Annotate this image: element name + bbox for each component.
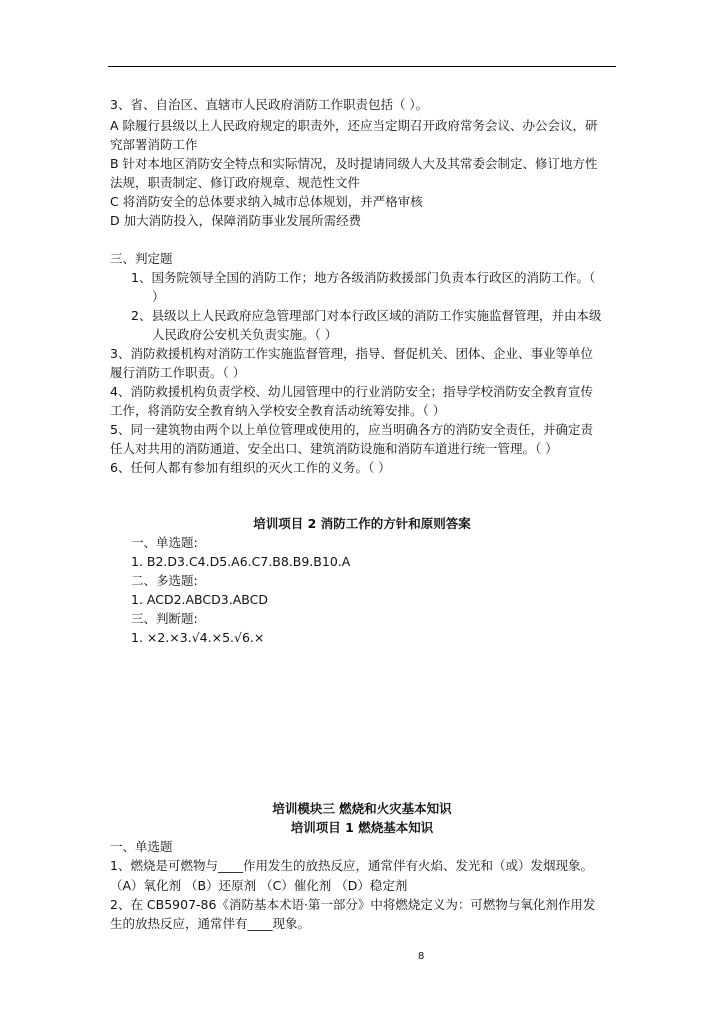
q3-option-c: C 将消防安全的总体要求纳入城市总体规划，并严格审核 <box>110 194 423 209</box>
q3-option-a-line1: A 除履行县级以上人民政府规定的职责外，还应当定期召开政府常务会议、办公会议，研 <box>110 118 598 133</box>
answers-single-heading: 一、单选题: <box>131 535 198 550</box>
answers-judge-values: 1. ×2.×3.√4.×5.√6.× <box>131 630 265 645</box>
judge-q2-line2: 人民政府公安机关负责实施。（ ） <box>152 327 338 342</box>
module3-q1: 1、燃烧是可燃物与____作用发生的放热反应，通常伴有火焰、发光和（或）发烟现象。 <box>110 858 593 873</box>
module3-q1-options: （A）氧化剂 （B）还原剂 （C）催化剂 （D）稳定剂 <box>110 878 408 893</box>
judge-heading: 三、判定题 <box>110 251 173 266</box>
judge-q1-line2: ） <box>152 289 165 304</box>
q3-option-a-line2: 究部署消防工作 <box>110 137 198 152</box>
judge-q5-line2: 任人对共用的消防通道、安全出口、建筑消防设施和消防车道进行统一管理。（ ） <box>110 441 558 456</box>
judge-q3-line1: 3、消防救援机构对消防工作实施监督管理，指导、督促机关、团体、企业、事业等单位 <box>110 346 593 361</box>
module3-title: 培训模块三 燃烧和火灾基本知识 <box>272 801 452 816</box>
judge-q2-line1: 2、县级以上人民政府应急管理部门对本行政区域的消防工作实施监督管理，并由本级 <box>131 308 602 323</box>
page-number: 8 <box>418 951 425 962</box>
judge-q4-line2: 工作，将消防安全教育纳入学校安全教育活动统筹安排。（ ） <box>110 403 446 418</box>
answers-title: 培训项目 2 消防工作的方针和原则答案 <box>253 516 471 531</box>
module3-q2-line2: 生的放热反应，通常伴有____现象。 <box>110 916 311 931</box>
module3-project-title: 培训项目 1 燃烧基本知识 <box>290 820 434 835</box>
judge-q4-line1: 4、消防救援机构负责学校、幼儿园管理中的行业消防安全；指导学校消防安全教育宣传 <box>110 384 593 399</box>
q3-option-d: D 加大消防投入，保障消防事业发展所需经费 <box>110 213 362 228</box>
answers-single-values: 1. B2.D3.C4.D5.A6.C7.B8.B9.B10.A <box>131 554 351 569</box>
judge-q1-line1: 1、国务院领导全国的消防工作；地方各级消防救援部门负责本行政区的消防工作。（ <box>131 270 596 285</box>
q3-option-b-line1: B 针对本地区消防安全特点和实际情况，及时提请同级人大及其常委会制定、修订地方性 <box>110 156 598 171</box>
judge-q5-line1: 5、同一建筑物由两个以上单位管理或使用的，应当明确各方的消防安全责任，并确定责 <box>110 422 593 437</box>
module3-section-heading: 一、单选题 <box>110 839 173 854</box>
judge-q6: 6、任何人都有参加有组织的灭火工作的义务。（ ） <box>110 460 391 475</box>
answers-judge-heading: 三、判断题: <box>131 611 198 626</box>
q3-option-b-line2: 法规，职责制定、修订政府规章、规范性文件 <box>110 175 361 190</box>
judge-q3-line2: 履行消防工作职责。（ ） <box>110 365 246 380</box>
answers-multi-heading: 二、多选题: <box>131 573 198 588</box>
q3-stem: 3、省、自治区、直辖市人民政府消防工作职责包括（ ）。 <box>110 97 429 112</box>
header-rule <box>108 66 616 67</box>
answers-multi-values: 1. ACD2.ABCD3.ABCD <box>131 592 268 607</box>
module3-q2-line1: 2、在 CB5907-86《消防基本术语·第一部分》中将燃烧定义为：可燃物与氧化剂作用发 <box>110 897 596 912</box>
